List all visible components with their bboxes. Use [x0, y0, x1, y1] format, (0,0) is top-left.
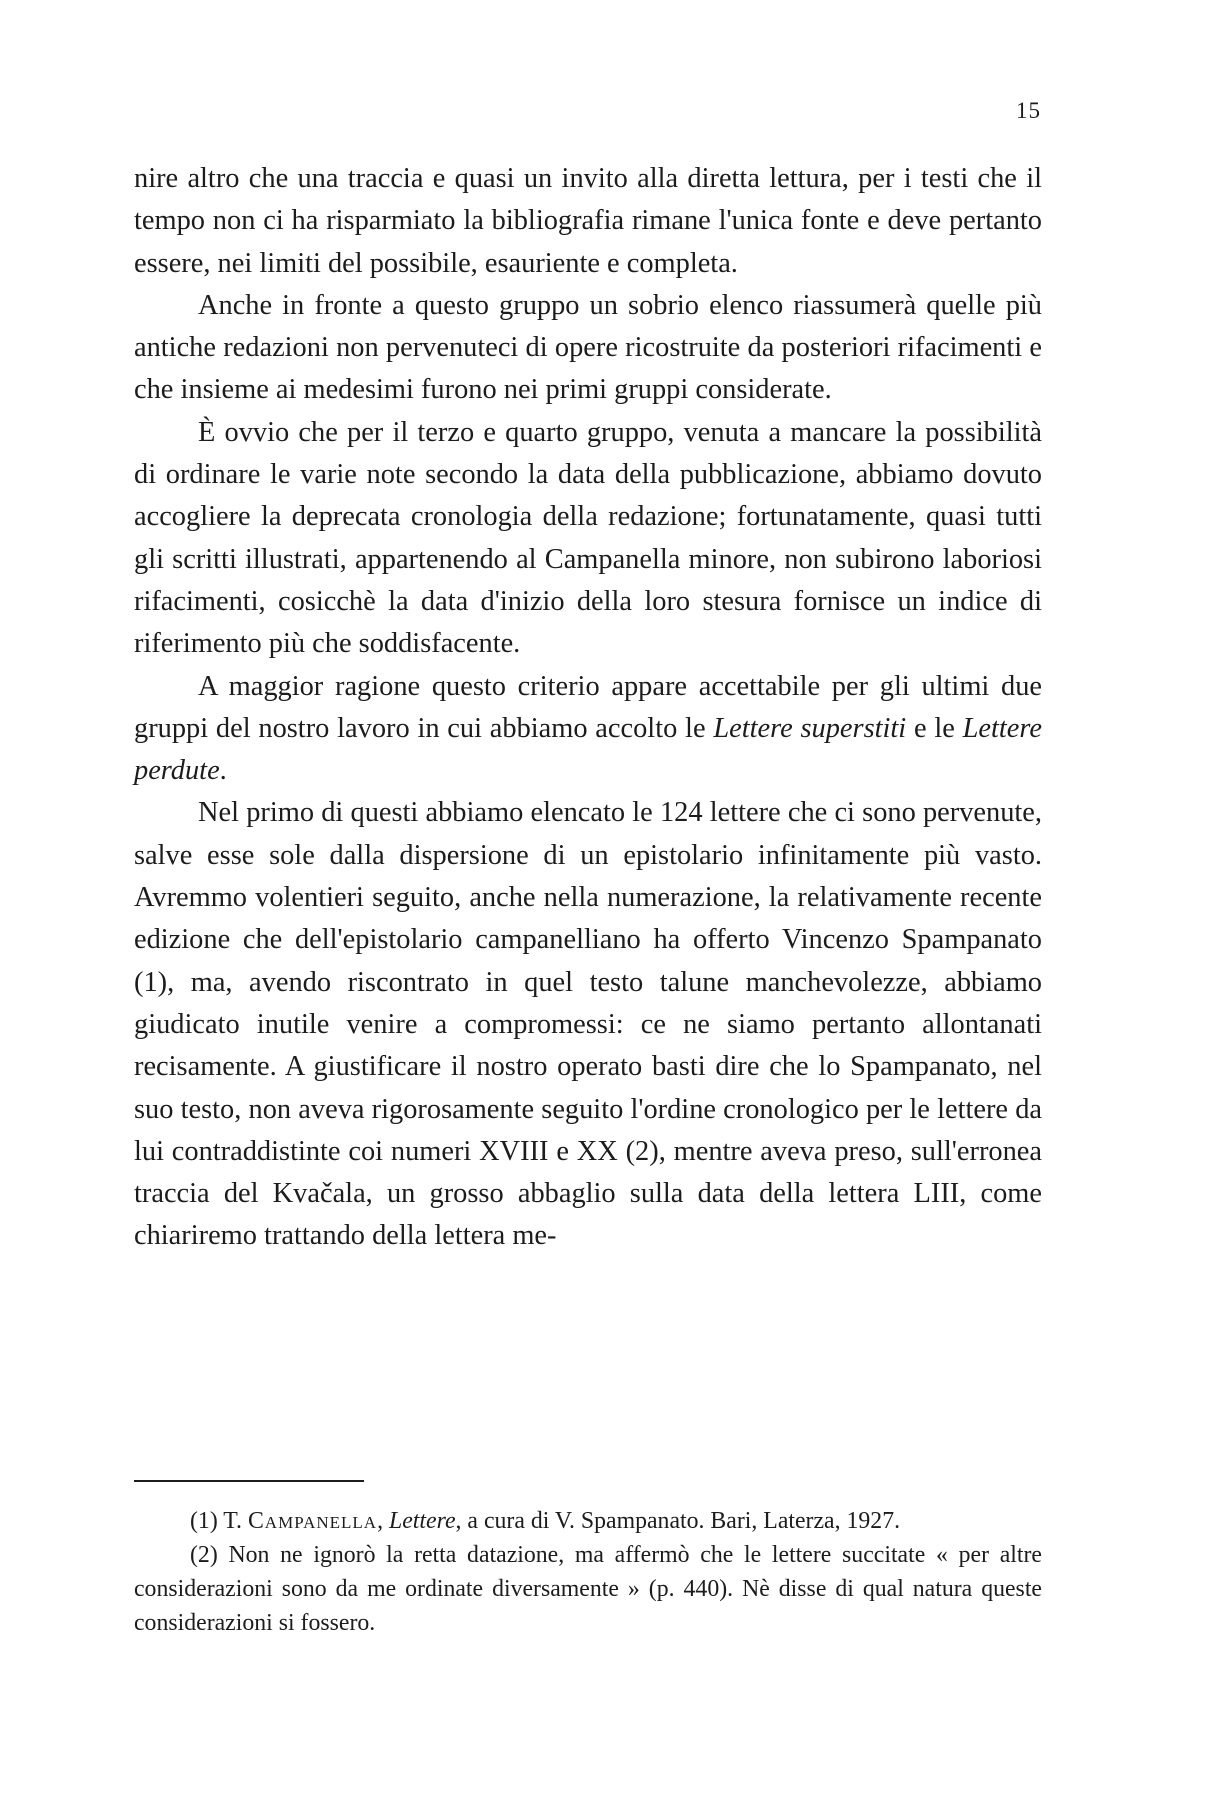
page-number: 15: [1016, 98, 1041, 123]
footnote-1: [134, 1504, 1042, 1538]
paragraph-4-text-before: A maggior ragione questo criterio appare accettabile per gli ultimi due gruppi del nostro lavoro in cui abbiamo accolto le: [134, 670, 1042, 744]
paragraph-3: È ovvio che per il terzo e quarto gruppo, venuta a mancare la possibilità di ordinare le varie note secondo la data della pubblicazione, abbiamo dovuto accogliere la deprecata cronologia della redazione; fortunatamente, quasi tutti gli scritti illustrati, appartenendo al Campanella minore, non subirono laboriosi rifacimenti, cosicchè la data d'inizio della loro stesura fornisce un indice di riferimento più che soddisfacente.: [134, 416, 1042, 660]
footnote-1-title: Lettere: [389, 1508, 456, 1534]
footnotes: [134, 1504, 1042, 1640]
paragraph-4-italic-lettere-superstiti: Lettere superstiti: [713, 712, 907, 744]
footnote-1-rest: , a cura di V. Spampanato. Bari, Laterza, 1927.: [455, 1508, 901, 1534]
paragraph-2: Anche in fronte a questo gruppo un sobrio elenco riassumerà quelle più antiche redazioni non pervenuteci di opere ricostruite da posteriori rifacimenti e che insieme ai medesimi furono nei primi gruppi considerate.: [134, 289, 1042, 406]
paragraph-4-italic-lettere-perdute: Lettere perdute: [134, 712, 1042, 787]
paragraph-1: nire altro che una traccia e quasi un invito alla diretta lettura, per i testi che il tempo non ci ha risparmiato la bibliografia rimane l'unica fonte e deve pertanto essere, nei limiti del possibile, esauriente e completa.: [134, 163, 1042, 279]
main-text: [134, 158, 1042, 1258]
footnote-1-sep: ,: [377, 1508, 389, 1534]
paragraph-4-text-after: .: [219, 755, 227, 787]
paragraph-5: Nel primo di questi abbiamo elencato le 124 lettere che ci sono pervenute, salve esse sole dalla dispersione di un epistolario infinitamente più vasto. Avremmo volentieri seguito, anche nella numerazione, la relativamente recente edizione che dell'epistolario campanelliano ha offerto Vincenzo Spampanato (1), ma, avendo riscontrato in quel testo talune manchevolezze, abbiamo giudicato inutile venire a compromessi: ce ne siamo pertanto allontanati recisamente. A giustificare il nostro operato basti dire che lo Spampanato, nel suo testo, non aveva rigorosamente seguito l'ordine cronologico per le lettere da lui contraddistinte coi numeri XVIII e XX (2), mentre aveva preso, sull'erronea traccia del Kvačala, un grosso abbaglio sulla data della lettera LIII, come chiariremo trattando della lettera me-: [134, 797, 1042, 1252]
footnote-1-author: Campanella: [247, 1508, 378, 1534]
paragraph-4: [134, 666, 1042, 793]
paragraph-4-text-middle: e le: [906, 712, 963, 744]
footnote-1-marker: (1) T.: [190, 1508, 248, 1534]
footnote-2: (2) Non ne ignorò la retta datazione, ma affermò che le lettere succitate « per altre considerazioni sono da me ordinate diversamente » (p. 440). Nè disse di qual natura queste considerazioni si fossero.: [134, 1542, 1042, 1636]
footnote-divider: [134, 1480, 364, 1482]
